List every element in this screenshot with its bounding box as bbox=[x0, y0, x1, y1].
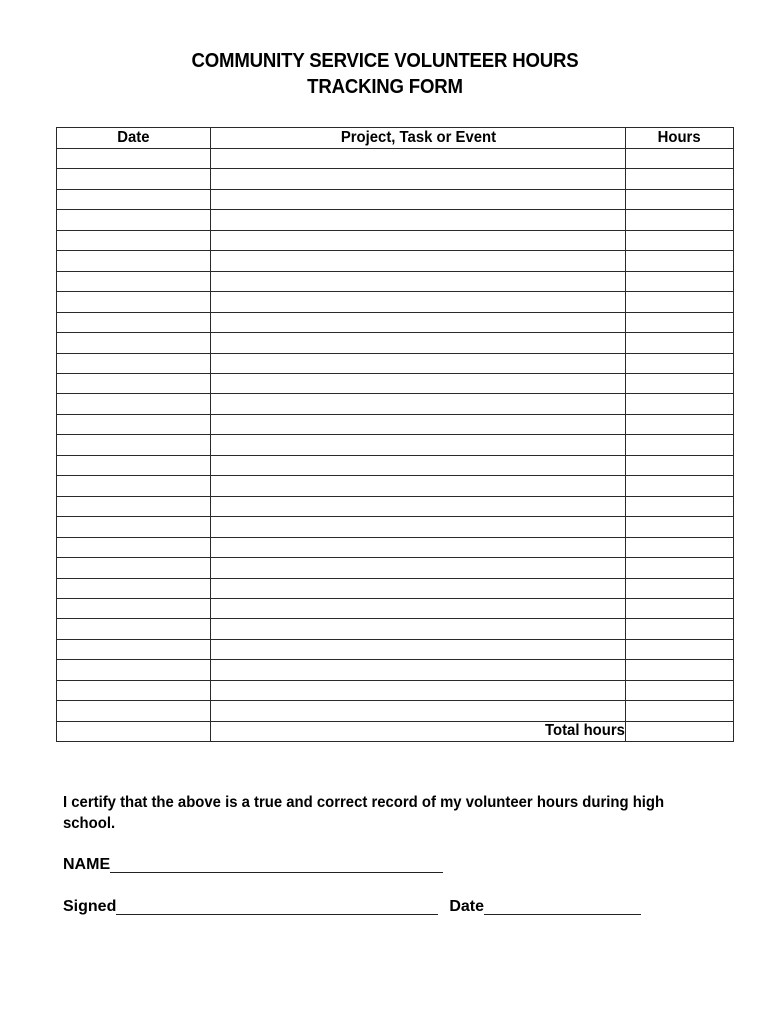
hours-cell[interactable] bbox=[626, 598, 734, 618]
table-row bbox=[57, 312, 734, 332]
table-body bbox=[57, 149, 734, 722]
table-row bbox=[57, 537, 734, 557]
column-header-date: Date bbox=[57, 128, 211, 149]
hours-cell[interactable] bbox=[626, 373, 734, 393]
date-cell[interactable] bbox=[57, 660, 211, 680]
hours-cell[interactable] bbox=[626, 660, 734, 680]
date-cell[interactable] bbox=[57, 619, 211, 639]
date-field[interactable] bbox=[484, 898, 641, 915]
date-cell[interactable] bbox=[57, 496, 211, 516]
date-cell[interactable] bbox=[57, 537, 211, 557]
name-field-row bbox=[63, 855, 443, 875]
project-cell[interactable] bbox=[211, 373, 626, 393]
project-cell[interactable] bbox=[211, 496, 626, 516]
project-cell[interactable] bbox=[211, 619, 626, 639]
date-cell[interactable] bbox=[57, 189, 211, 209]
table-row bbox=[57, 210, 734, 230]
name-label: NAME bbox=[63, 856, 111, 873]
project-cell[interactable] bbox=[211, 230, 626, 250]
hours-cell[interactable] bbox=[626, 578, 734, 598]
hours-cell[interactable] bbox=[626, 496, 734, 516]
volunteer-hours-table bbox=[56, 127, 734, 742]
hours-cell[interactable] bbox=[626, 455, 734, 475]
hours-cell[interactable] bbox=[626, 169, 734, 189]
table-row bbox=[57, 292, 734, 312]
table-row bbox=[57, 476, 734, 496]
project-cell[interactable] bbox=[211, 537, 626, 557]
hours-cell[interactable] bbox=[626, 476, 734, 496]
date-cell[interactable] bbox=[57, 435, 211, 455]
table-row bbox=[57, 149, 734, 169]
date-cell[interactable] bbox=[57, 312, 211, 332]
table-row bbox=[57, 189, 734, 209]
table-row bbox=[57, 517, 734, 537]
date-cell[interactable] bbox=[57, 169, 211, 189]
date-cell[interactable] bbox=[57, 333, 211, 353]
table-row bbox=[57, 660, 734, 680]
table-row bbox=[57, 578, 734, 598]
hours-cell[interactable] bbox=[626, 680, 734, 700]
hours-cell[interactable] bbox=[626, 149, 734, 169]
date-label: Date bbox=[449, 898, 485, 915]
hours-cell[interactable] bbox=[626, 230, 734, 250]
date-cell[interactable] bbox=[57, 701, 211, 721]
hours-cell[interactable] bbox=[626, 537, 734, 557]
project-cell[interactable] bbox=[211, 680, 626, 700]
hours-cell[interactable] bbox=[626, 312, 734, 332]
hours-cell[interactable] bbox=[626, 414, 734, 434]
project-cell[interactable] bbox=[211, 414, 626, 434]
table-row bbox=[57, 701, 734, 721]
date-cell[interactable] bbox=[57, 292, 211, 312]
date-cell[interactable] bbox=[57, 394, 211, 414]
date-cell[interactable] bbox=[57, 414, 211, 434]
date-cell[interactable] bbox=[57, 598, 211, 618]
date-cell[interactable] bbox=[57, 455, 211, 475]
hours-cell[interactable] bbox=[626, 271, 734, 291]
date-cell[interactable] bbox=[57, 476, 211, 496]
table-row bbox=[57, 394, 734, 414]
project-cell[interactable] bbox=[211, 517, 626, 537]
hours-cell[interactable] bbox=[626, 292, 734, 312]
project-cell[interactable] bbox=[211, 189, 626, 209]
hours-cell[interactable] bbox=[626, 333, 734, 353]
date-cell[interactable] bbox=[57, 230, 211, 250]
hours-cell[interactable] bbox=[626, 701, 734, 721]
total-hours-label: Total hours bbox=[211, 721, 626, 741]
project-cell[interactable] bbox=[211, 660, 626, 680]
date-cell[interactable] bbox=[57, 558, 211, 578]
project-cell[interactable] bbox=[211, 476, 626, 496]
project-cell[interactable] bbox=[211, 210, 626, 230]
table-row bbox=[57, 619, 734, 639]
table-row bbox=[57, 558, 734, 578]
project-cell[interactable] bbox=[211, 271, 626, 291]
project-cell[interactable] bbox=[211, 312, 626, 332]
project-cell[interactable] bbox=[211, 578, 626, 598]
project-cell[interactable] bbox=[211, 701, 626, 721]
table-row bbox=[57, 598, 734, 618]
date-cell[interactable] bbox=[57, 578, 211, 598]
hours-cell[interactable] bbox=[626, 619, 734, 639]
total-hours-value[interactable] bbox=[626, 721, 734, 741]
project-cell[interactable] bbox=[211, 639, 626, 659]
name-field[interactable] bbox=[110, 856, 443, 873]
table-row bbox=[57, 230, 734, 250]
date-cell[interactable] bbox=[57, 680, 211, 700]
form-title bbox=[27, 48, 743, 100]
project-cell[interactable] bbox=[211, 169, 626, 189]
date-cell[interactable] bbox=[57, 251, 211, 271]
table-row bbox=[57, 639, 734, 659]
hours-cell[interactable] bbox=[626, 435, 734, 455]
table-row bbox=[57, 251, 734, 271]
table-row bbox=[57, 271, 734, 291]
table-row bbox=[57, 455, 734, 475]
table-row bbox=[57, 333, 734, 353]
form-title-line-1: COMMUNITY SERVICE VOLUNTEER HOURS bbox=[191, 50, 579, 72]
project-cell[interactable] bbox=[211, 333, 626, 353]
date-cell[interactable] bbox=[57, 271, 211, 291]
project-cell[interactable] bbox=[211, 435, 626, 455]
column-header-hours: Hours bbox=[626, 128, 734, 149]
project-cell[interactable] bbox=[211, 251, 626, 271]
date-cell[interactable] bbox=[57, 517, 211, 537]
project-cell[interactable] bbox=[211, 455, 626, 475]
table-row bbox=[57, 496, 734, 516]
table-row bbox=[57, 680, 734, 700]
signed-label: Signed bbox=[63, 898, 117, 915]
table-row bbox=[57, 373, 734, 393]
hours-cell[interactable] bbox=[626, 394, 734, 414]
hours-cell[interactable] bbox=[626, 517, 734, 537]
table-row bbox=[57, 414, 734, 434]
signature-field[interactable] bbox=[116, 898, 438, 915]
project-cell[interactable] bbox=[211, 558, 626, 578]
table-header-row bbox=[57, 128, 734, 149]
form-title-line-2: TRACKING FORM bbox=[307, 76, 463, 98]
table-row bbox=[57, 353, 734, 373]
hours-cell[interactable] bbox=[626, 251, 734, 271]
project-cell[interactable] bbox=[211, 149, 626, 169]
date-cell[interactable] bbox=[57, 373, 211, 393]
table-row bbox=[57, 169, 734, 189]
total-row-date-cell bbox=[57, 721, 211, 741]
table-row bbox=[57, 435, 734, 455]
hours-cell[interactable] bbox=[626, 639, 734, 659]
total-row bbox=[57, 721, 734, 741]
hours-cell[interactable] bbox=[626, 558, 734, 578]
project-cell[interactable] bbox=[211, 292, 626, 312]
project-cell[interactable] bbox=[211, 598, 626, 618]
hours-cell[interactable] bbox=[626, 210, 734, 230]
hours-cell[interactable] bbox=[626, 353, 734, 373]
project-cell[interactable] bbox=[211, 353, 626, 373]
column-header-project: Project, Task or Event bbox=[211, 128, 626, 149]
certification-statement: I certify that the above is a true and correct record of my volunteer hours during high school. bbox=[63, 794, 665, 832]
date-cell[interactable] bbox=[57, 353, 211, 373]
date-cell[interactable] bbox=[57, 210, 211, 230]
signature-row bbox=[63, 897, 641, 917]
date-cell[interactable] bbox=[57, 639, 211, 659]
date-cell[interactable] bbox=[57, 149, 211, 169]
hours-cell[interactable] bbox=[626, 189, 734, 209]
project-cell[interactable] bbox=[211, 394, 626, 414]
